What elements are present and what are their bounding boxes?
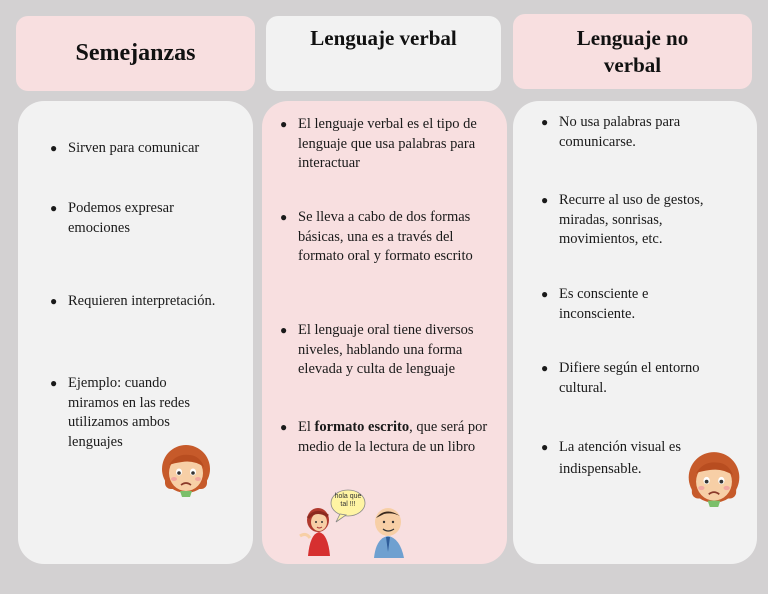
list-item: ● Es consciente e inconsciente. <box>541 285 691 324</box>
list-item: ● Sirven para comunicar <box>50 139 240 159</box>
item-bold: formato escrito <box>314 419 410 435</box>
list-item: ● Podemos expresar emociones <box>50 199 215 238</box>
list-item: ● La atención visual es indispensable. <box>541 436 686 480</box>
bullet-icon: ● <box>280 117 288 131</box>
girl-face-icon <box>160 443 212 498</box>
bullet-icon: ● <box>541 115 549 129</box>
bullet-icon: ● <box>280 323 288 337</box>
bullet-icon: ● <box>541 193 549 207</box>
list-item: ● Recurre al uso de gestos, miradas, sonrisas, movimientos, etc. <box>541 191 731 250</box>
no-verbal-header <box>513 14 752 89</box>
verbal-title: Lenguaje verbal <box>310 26 457 50</box>
bullet-icon: ● <box>541 440 549 454</box>
bullet-icon: ● <box>50 376 58 390</box>
list-item: ● Requieren interpretación. <box>50 292 245 312</box>
bullet-icon: ● <box>50 141 58 155</box>
semejanzas-header <box>16 16 255 91</box>
bullet-icon: ● <box>280 420 288 434</box>
bullet-icon: ● <box>280 210 288 224</box>
list-item <box>280 418 490 457</box>
no-verbal-title: Lenguaje no verbal <box>576 25 689 77</box>
list-item: ● El lenguaje oral tiene diversos niveles, hablando una forma elevada y culta de lenguaje <box>280 321 492 380</box>
item-suffix: , que será por medio de la lectura de un libro <box>298 419 488 455</box>
list-item: ● No usa palabras para comunicarse. <box>541 113 706 152</box>
list-item: ● El lenguaje verbal es el tipo de lenguaje que usa palabras para interactuar <box>280 115 498 174</box>
speech-bubble-text: hola que tal !!! <box>334 493 362 508</box>
bullet-icon: ● <box>541 361 549 375</box>
bullet-icon: ● <box>50 201 58 215</box>
list-item: ● Difiere según el entorno cultural. <box>541 359 726 398</box>
list-item: ● Ejemplo: cuando miramos en las redes utilizamos ambos lenguajes <box>50 374 195 452</box>
verbal-header <box>266 16 501 91</box>
semejanzas-title: Semejanzas <box>75 40 196 66</box>
semejanzas-card <box>18 101 253 564</box>
item-prefix: El <box>298 419 315 435</box>
girl-face-icon <box>686 450 742 508</box>
list-item: ● Se lleva a cabo de dos formas básicas, una es a través del formato oral y formato escrito <box>280 208 485 267</box>
bullet-icon: ● <box>541 287 549 301</box>
bullet-icon: ● <box>50 294 58 308</box>
